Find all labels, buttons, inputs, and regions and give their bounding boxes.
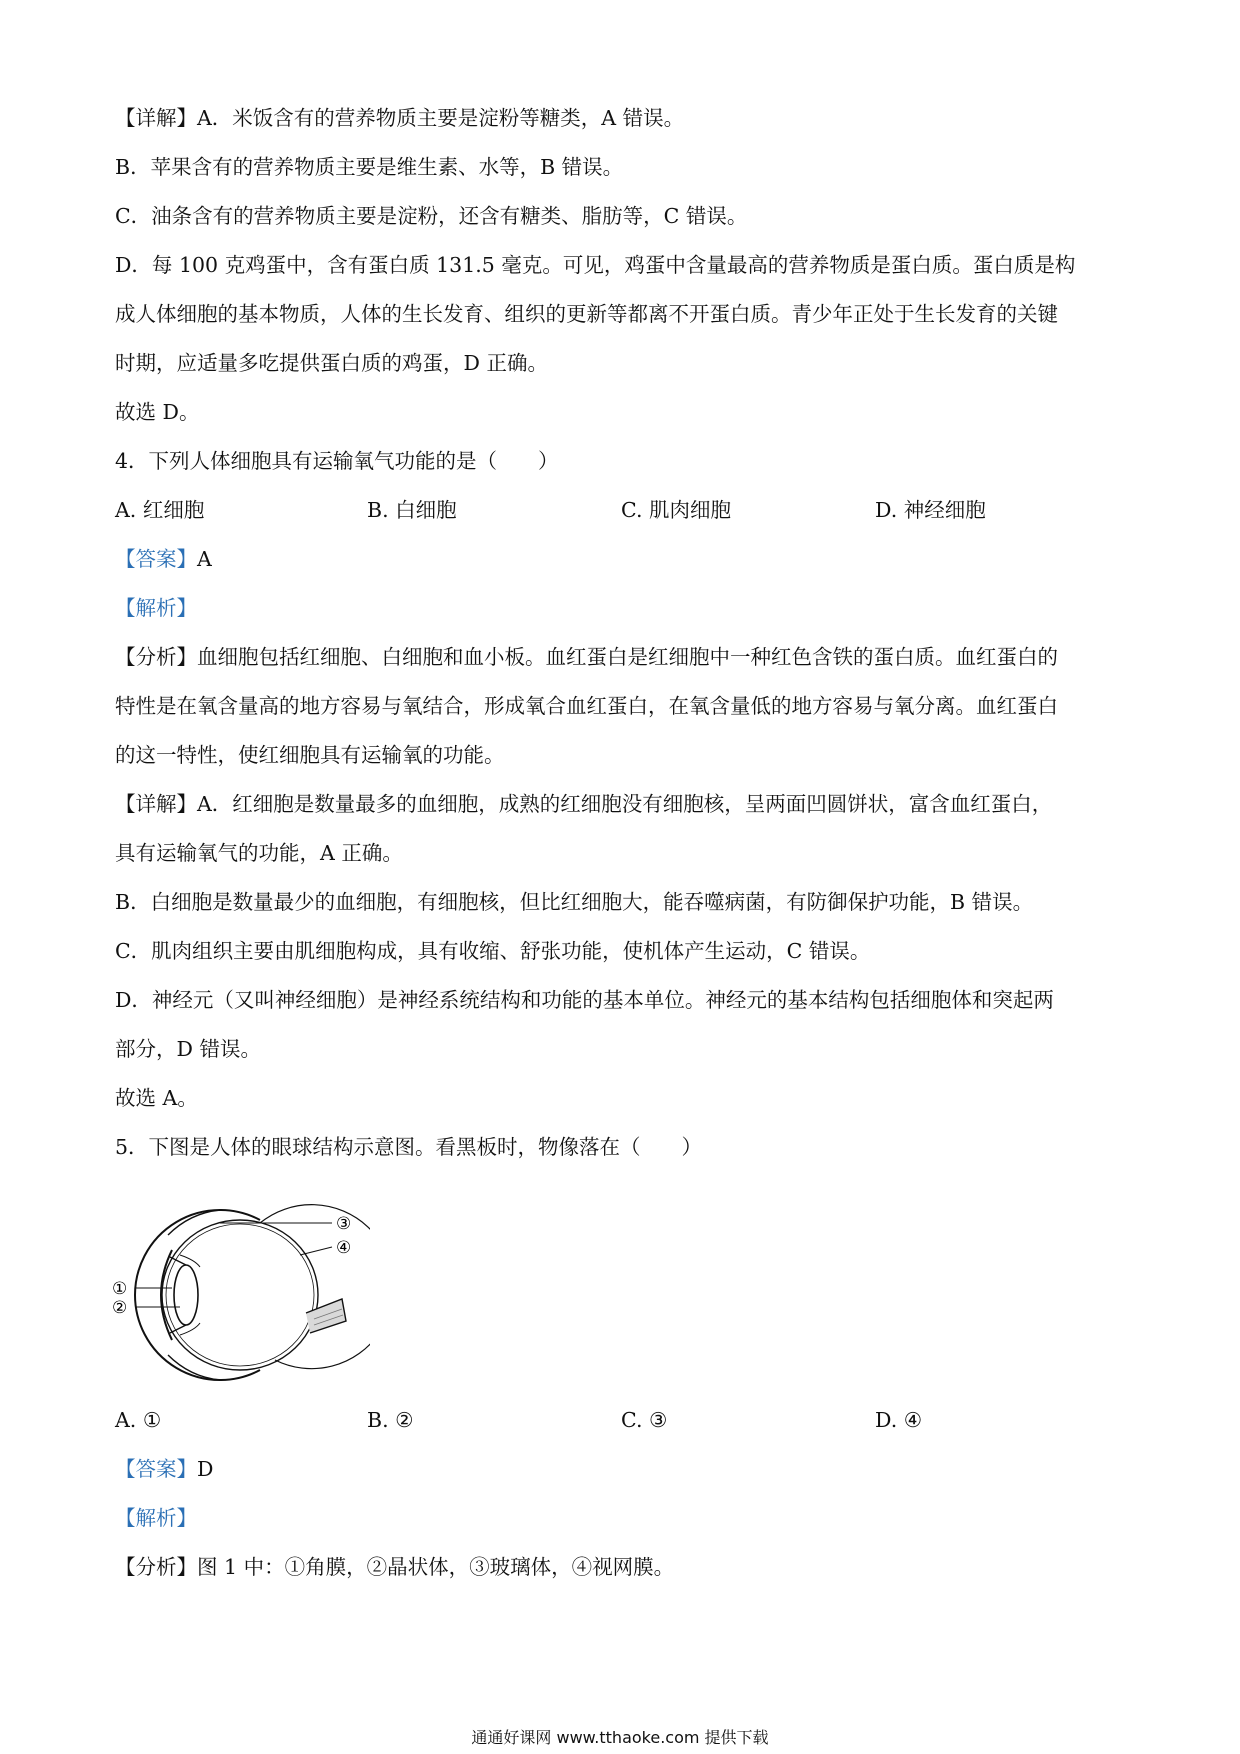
eye-diagram-svg — [110, 1195, 370, 1385]
footer-watermark: 通通好课网 www.tthaoke.com 提供下载 — [471, 1728, 769, 1747]
q5-analysis-tag: 【解析】 — [115, 1506, 197, 1530]
detail-line-1: 【详解】A．米饭含有的营养物质主要是淀粉等糖类，A 错误。 — [115, 106, 685, 130]
q4-line-8: D．神经元（又叫神经细胞）是神经系统结构和功能的基本单位。神经元的基本结构包括细胞体和突起两 — [115, 988, 1054, 1012]
q4-answer — [115, 544, 212, 574]
detail-line-3: C．油条含有的营养物质主要是淀粉，还含有糖类、脂肪等，C 错误。 — [115, 204, 748, 228]
q4-analysis-tag: 【解析】 — [115, 596, 197, 620]
label-4: ④ — [336, 1238, 352, 1258]
retina-layer — [166, 1224, 314, 1366]
q5-option-a: A. ① — [115, 1408, 162, 1432]
q5-option-c: C. ③ — [621, 1408, 668, 1432]
q4-line-7: C．肌肉组织主要由肌细胞构成，具有收缩、舒张功能，使机体产生运动，C 错误。 — [115, 939, 871, 963]
q5-analysis-line: 【分析】图 1 中：①角膜，②晶状体，③玻璃体，④视网膜。 — [115, 1555, 675, 1579]
q4-line-3: 的这一特性，使红细胞具有运输氧的功能。 — [115, 743, 505, 767]
lens — [174, 1265, 198, 1325]
choose-a-line: 故选 A。 — [115, 1086, 198, 1110]
detail-line-4: D．每 100 克鸡蛋中，含有蛋白质 131.5 毫克。可见，鸡蛋中含量最高的营养物质是蛋白质。蛋白质是构 — [115, 253, 1076, 277]
label-1: ① — [112, 1279, 128, 1299]
detail-line-5: 成人体细胞的基本物质，人体的生长发育、组织的更新等都离不开蛋白质。青少年正处于生长发育的关键 — [115, 302, 1058, 326]
label-2: ② — [112, 1298, 128, 1318]
question-4: 4．下列人体细胞具有运输氧气功能的是（ ） — [115, 449, 559, 473]
q5-answer-value: D — [197, 1457, 214, 1481]
label-3: ③ — [336, 1214, 352, 1234]
choose-d-line: 故选 D。 — [115, 400, 200, 424]
q4-option-a: A. 红细胞 — [115, 498, 205, 522]
q5-answer — [115, 1454, 213, 1484]
question-5: 5．下图是人体的眼球结构示意图。看黑板时，物像落在（ ） — [115, 1135, 703, 1159]
q4-line-4: 【详解】A．红细胞是数量最多的血细胞，成熟的红细胞没有细胞核，呈两面凹圆饼状，富含血红蛋白， — [115, 792, 1053, 816]
q4-line-5: 具有运输氧气的功能，A 正确。 — [115, 841, 403, 865]
q4-line-9: 部分，D 错误。 — [115, 1037, 261, 1061]
choroid-layer — [162, 1220, 318, 1370]
q4-option-c: C. 肌肉细胞 — [621, 498, 731, 522]
q4-line-1: 【分析】血细胞包括红细胞、白细胞和血小板。血红蛋白是红细胞中一种红色含铁的蛋白质。血红蛋白的 — [115, 645, 1058, 669]
q5-option-d: D. ④ — [875, 1408, 923, 1432]
q4-answer-tag: 【答案】 — [115, 547, 197, 571]
q5-option-b: B. ② — [367, 1408, 414, 1432]
q5-answer-tag: 【答案】 — [115, 1457, 197, 1481]
q4-line-6: B．白细胞是数量最少的血细胞，有细胞核，但比红细胞大，能吞噬病菌，有防御保护功能，B 错误。 — [115, 890, 1034, 914]
detail-line-2: B．苹果含有的营养物质主要是维生素、水等，B 错误。 — [115, 155, 624, 179]
eye-diagram — [110, 1195, 370, 1385]
q4-option-d: D. 神经细胞 — [875, 498, 986, 522]
q4-line-2: 特性是在氧含量高的地方容易与氧结合，形成氧合血红蛋白，在氧含量低的地方容易与氧分离。血红蛋白 — [115, 694, 1058, 718]
q4-answer-value: A — [197, 547, 212, 571]
detail-line-6: 时期，应适量多吃提供蛋白质的鸡蛋，D 正确。 — [115, 351, 548, 375]
q4-option-b: B. 白细胞 — [367, 498, 457, 522]
